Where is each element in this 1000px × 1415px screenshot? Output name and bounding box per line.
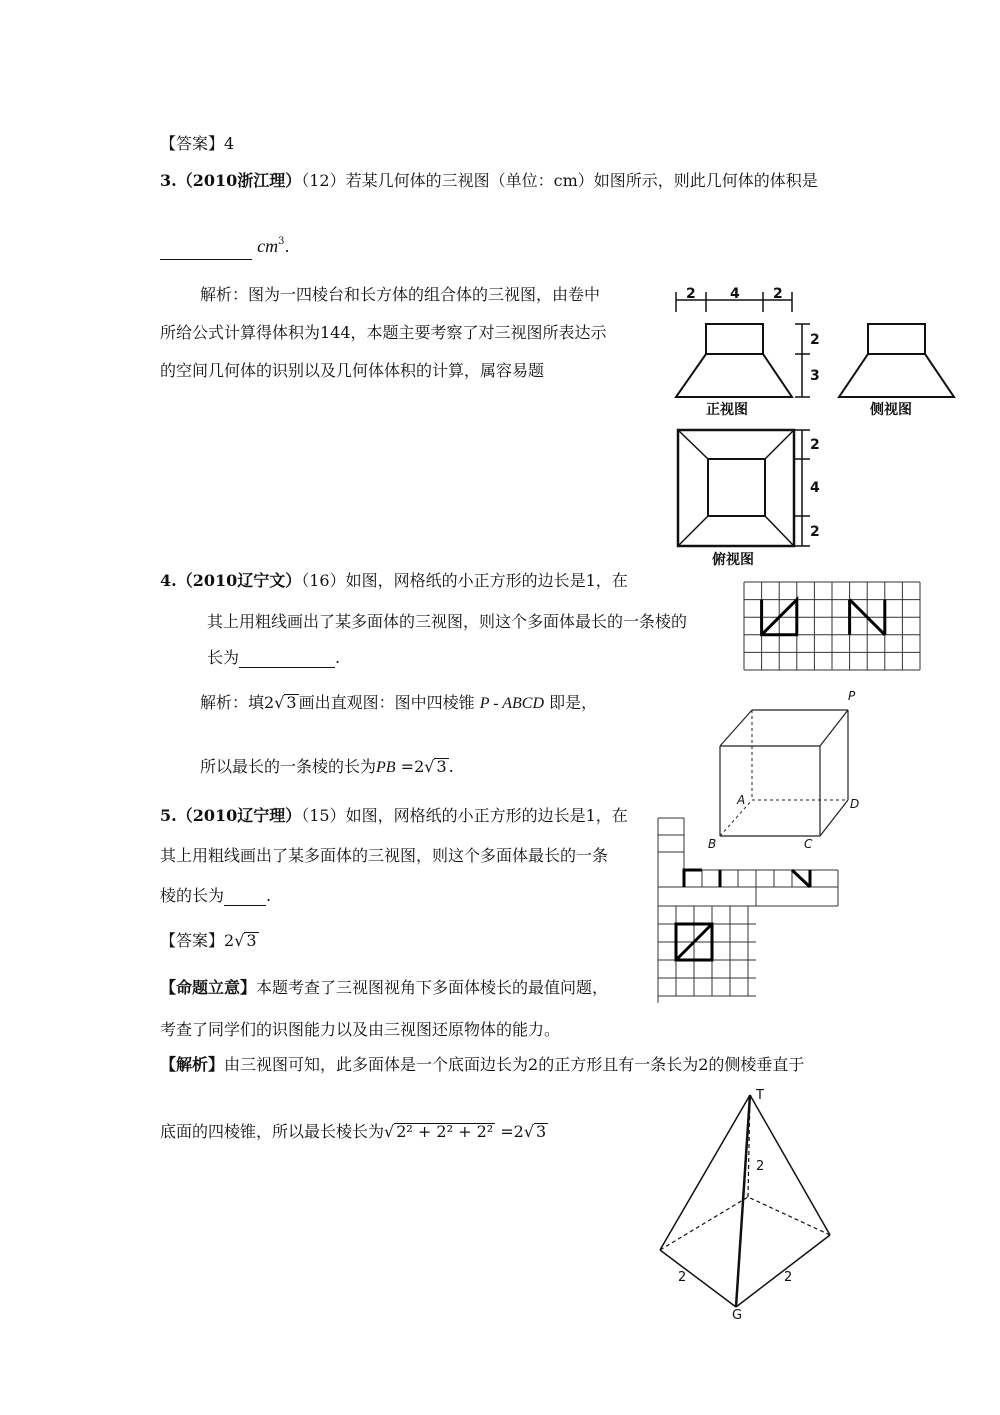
q4-conclusion-end: . (448, 757, 454, 776)
q3-dim-top-1: 2 (686, 286, 696, 302)
q4-conclusion-eq: =2 (400, 757, 425, 776)
q4-stem-text-1: 如图，网格纸的小正方形的边长是1，在 (345, 571, 628, 590)
q5-stem-3 (160, 886, 271, 906)
q4-answer-blank[interactable] (239, 649, 335, 668)
q3-dim-topview-1: 2 (810, 437, 820, 453)
q5-answer-root: 3 (246, 931, 257, 950)
q4-analysis-prefix: 解析：填 (200, 693, 265, 712)
q3-top-caption: 俯视图 (712, 552, 754, 568)
q3-front-box (706, 324, 763, 354)
q5-intent-label: 【命题立意】 (160, 978, 257, 997)
q2-answer-label: 【答案】 (160, 134, 225, 153)
q4-label-P: P (848, 689, 856, 703)
q4-conclusion-root: 3 (436, 757, 447, 776)
q5-edge-TG: 2 (756, 1159, 765, 1174)
q5-answer-blank[interactable] (224, 887, 266, 906)
q5-intent-1 (160, 978, 608, 998)
q3-analysis-1: 解析：图为一四棱台和长方体的组合体的三视图，由卷中 (200, 285, 601, 304)
q3-dim-topview-3: 2 (810, 524, 820, 540)
q5-number: 5. (160, 806, 177, 825)
q4-conclusion-math: PB (376, 759, 396, 776)
q5-answer: 【答案】2√ 3 (160, 931, 257, 950)
q3-stem-text: 若某几何体的三视图（单位：cm）如图所示，则此几何体的体积是 (345, 171, 818, 190)
q5-answer-label: 【答案】 (160, 931, 225, 950)
q5-view-side (792, 870, 810, 887)
q4-label-D: D (850, 797, 860, 811)
q5-stem-text-3: 棱的长为 (160, 886, 225, 905)
q5-answer-val: 2 (224, 931, 235, 950)
q3-stem (160, 171, 818, 191)
q5-source: （2010辽宁理） (176, 806, 302, 825)
q4-source: （2010辽宁文） (176, 571, 302, 590)
q3-dim-side-2: 3 (810, 368, 820, 384)
q5-grid-figure (658, 818, 840, 1003)
q3-points: （12） (301, 171, 346, 190)
q5-solution-label: 【解析】 (160, 1055, 225, 1074)
q4-analysis: 解析：填2√ 3 画出直观图：图中四棱锥 P - ABCD 即是， (200, 693, 598, 712)
q5-intent-text-1: 本题考查了三视图视角下多面体棱长的最值问题， (256, 978, 609, 997)
q3-answer-blank[interactable] (160, 241, 252, 260)
q3-side-caption: 侧视图 (870, 402, 912, 418)
q3-front-frustum (676, 354, 792, 397)
q4-stem-1 (160, 571, 628, 591)
q5-intent-2: 考查了同学们的识图能力以及由三视图还原物体的能力。 (160, 1020, 561, 1039)
q5-period: . (266, 886, 272, 905)
q3-side-box (868, 324, 925, 354)
q5-pyramid-figure (650, 1085, 850, 1323)
q5-stem-1 (160, 806, 628, 826)
q4-label-A: A (737, 793, 746, 807)
q3-unit: cm (257, 236, 279, 256)
q3-dim-topview-2: 4 (810, 480, 820, 496)
q4-analysis-name: P - ABCD (479, 695, 544, 712)
q3-top-inner (708, 459, 765, 516)
q4-analysis-mid: 画出直观图：图中四棱锥 (298, 693, 475, 712)
q3-dim-side-1: 2 (810, 332, 820, 348)
q3-three-view-figure (660, 282, 960, 567)
q5-solution-text-1: 由三视图可知，此多面体是一个底面边长为2的正方形且有一条长为2的侧棱垂直于 (224, 1055, 805, 1074)
q3-unit-exp: 3 (278, 236, 285, 247)
q5-edge-left: 2 (678, 1270, 687, 1285)
q4-stem-3 (207, 648, 340, 668)
q4-points: （16） (301, 571, 346, 590)
q4-conclusion-prefix: 所以最长的一条棱的长为 (200, 757, 377, 776)
q3-period: . (284, 237, 290, 256)
q4-label-C: C (804, 837, 813, 851)
q2-answer (160, 134, 234, 154)
q3-blank-line (160, 236, 290, 260)
q5-solution-result: =2 (500, 1122, 524, 1141)
q3-front-caption: 正视图 (706, 402, 748, 418)
q4-analysis-suffix: 即是， (549, 693, 598, 712)
q3-analysis-2: 所给公式计算得体积为144，本题主要考察了对三视图所表达示 (160, 323, 607, 342)
q5-label-G: G (732, 1308, 743, 1323)
q4-stem-text-3: 长为 (207, 648, 240, 667)
q3-source: （2010浙江理） (176, 171, 302, 190)
q5-solution-1 (160, 1055, 804, 1075)
q5-view-front (684, 870, 702, 887)
q4-number: 4. (160, 571, 177, 590)
q5-stem-text-1: 如图，网格纸的小正方形的边长是1，在 (345, 806, 628, 825)
q3-analysis-3: 的空间几何体的识别以及几何体体积的计算，属容易题 (160, 361, 545, 380)
q2-answer-value: 4 (224, 134, 235, 153)
q5-solution-text-2: 底面的四棱锥，所以最长棱长为 (160, 1122, 385, 1141)
q5-points: （15） (301, 806, 346, 825)
q3-side-frustum (839, 354, 954, 397)
q4-analysis-root: 3 (286, 693, 297, 712)
q5-solution-2: 底面的四棱锥，所以最长棱长为√ 2² + 2² + 2² =2√ 3 (160, 1122, 547, 1141)
q3-number: 3. (160, 171, 177, 190)
q5-label-T: T (756, 1088, 764, 1103)
q3-dim-top-3: 2 (773, 286, 783, 302)
q4-analysis-val: 2 (264, 693, 275, 712)
q3-dim-top-2: 4 (730, 286, 740, 302)
q5-stem-2: 其上用粗线画出了某多面体的三视图，则这个多面体最长的一条 (160, 846, 609, 865)
q4-period: . (335, 648, 341, 667)
q5-solution-radicand: 2² + 2² + 2² (396, 1122, 494, 1141)
q4-label-B: B (708, 837, 717, 851)
q4-stem-2: 其上用粗线画出了某多面体的三视图，则这个多面体最长的一条棱的 (207, 612, 688, 631)
q5-edge-right: 2 (784, 1270, 793, 1285)
q4-grid-figure (744, 582, 920, 672)
q4-conclusion: 所以最长的一条棱的长为PB =2√ 3 . (200, 757, 454, 776)
q5-solution-root: 3 (536, 1122, 547, 1141)
